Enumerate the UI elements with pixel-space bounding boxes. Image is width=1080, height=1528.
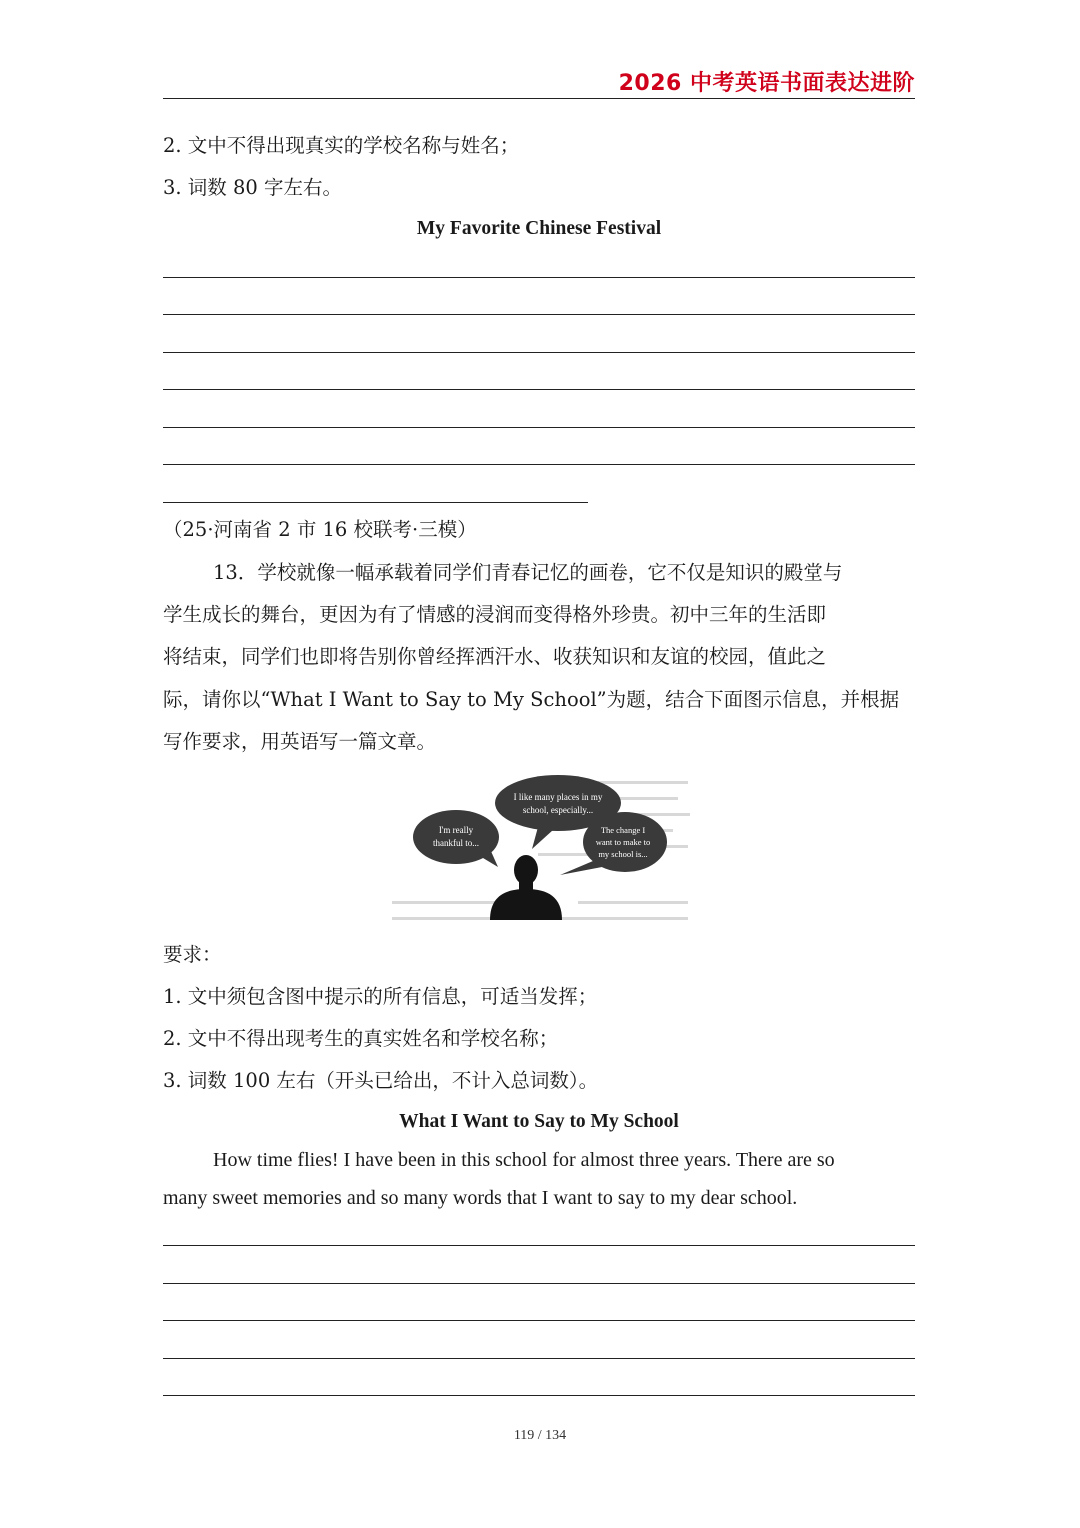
answer-line [163, 1358, 915, 1359]
header-title: 2026 中考英语书面表达进阶 [618, 71, 915, 96]
bubble-left-line: I'm really [438, 825, 474, 835]
requirement-2: 2. 文中不得出现考生的真实姓名和学校名称； [163, 1027, 559, 1050]
answer-line [163, 502, 588, 503]
bubble-top-line: I like many places in my [513, 792, 603, 802]
opening-line: many sweet memories and so many words that I want to say to my dear school. [163, 1187, 798, 1209]
page-number: 119 / 134 [513, 1428, 567, 1443]
answer-line [163, 1245, 915, 1246]
prompt-line: 将结束，同学们也即将告别你曾经挥洒汗水、收获知识和友谊的校园，值此之 [163, 645, 827, 668]
bubble-right-line: my school is... [598, 849, 648, 859]
answer-line [163, 1283, 915, 1284]
bubble-left [413, 810, 499, 867]
answer-line [163, 277, 915, 278]
requirement-3: 3. 词数 100 左右（开头已给出，不计入总词数）。 [163, 1069, 599, 1092]
prompt-line: 学生成长的舞台，更因为有了情感的浸润而变得格外珍贵。初中三年的生活即 [163, 603, 827, 626]
prompt-line: 际，请你以“What I Want to Say to My School”为题，结合下面图示信息，并根据 [163, 688, 900, 711]
requirement-1: 1. 文中须包含图中提示的所有信息，可适当发挥； [163, 985, 598, 1008]
answer-line [163, 1320, 915, 1321]
answer-line [163, 314, 915, 315]
essay-title-festival: My Favorite Chinese Festival [416, 218, 662, 239]
requirements-label: 要求： [163, 943, 222, 966]
bubble-right-line: The change I [600, 825, 646, 835]
answer-line [163, 427, 915, 428]
header-rule [163, 98, 915, 99]
speech-bubble-figure [388, 775, 698, 930]
bubble-top-line: school, especially... [522, 805, 594, 815]
essay-title-school: What I Want to Say to My School [399, 1111, 679, 1132]
opening-line: How time flies! I have been in this school for almost three years. There are so [213, 1149, 835, 1171]
person-silhouette-icon [490, 855, 562, 920]
answer-line [163, 464, 915, 465]
requirement-3: 3. 词数 80 字左右。 [163, 176, 343, 199]
bubble-right-line: want to make to [595, 837, 651, 847]
prompt-line: 写作要求，用英语写一篇文章。 [163, 730, 437, 753]
answer-line [163, 352, 915, 353]
prompt-line: 13．学校就像一幅承载着同学们青春记忆的画卷，它不仅是知识的殿堂与 [213, 561, 843, 584]
answer-line [163, 1395, 915, 1396]
bubble-left-line: thankful to... [433, 838, 479, 848]
answer-line [163, 389, 915, 390]
requirement-2: 2. 文中不得出现真实的学校名称与姓名； [163, 134, 520, 157]
question-source: （25·河南省 2 市 16 校联考·三模） [163, 518, 477, 541]
